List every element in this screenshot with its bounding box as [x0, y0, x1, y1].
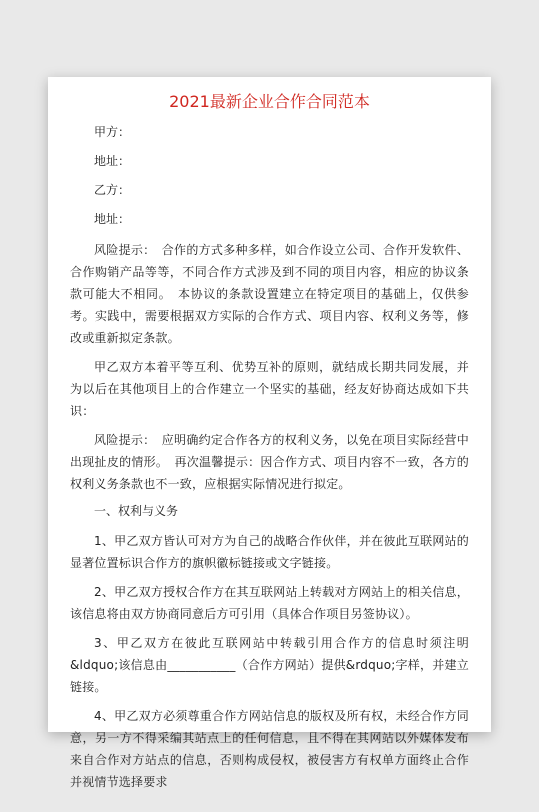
intro-paragraph: 甲乙双方本着平等互利、优势互补的原则，就结成长期共同发展，并为以后在其他项目上的合作建立一个坚实的基础，经友好协商达成如下共识： — [70, 360, 469, 418]
clause-4: 4、甲乙双方必须尊重合作方网站信息的版权及所有权，未经合作方同意，另一方不得采编其站点上的任何信息，且不得在其网站以外媒体发布来自合作对方站点的信息，否则构成侵权，被侵害方有权单方面终止合作并视情节选择要求 — [70, 709, 469, 789]
clause-1: 1、甲乙双方皆认可对方为自己的战略合作伙伴，并在彼此互联网站的显著位置标识合作方的旗帜徽标链接或文字链接。 — [70, 534, 469, 570]
party-a-address-label: 地址： — [94, 154, 131, 168]
party-b-address-label: 地址： — [94, 212, 131, 226]
clause-3: 3、甲乙双方在彼此互联网站中转载引用合作方的信息时须注明&ldquo;该信息由___________（合作方网站）提供&rdquo;字样，并建立链接。 — [70, 636, 469, 694]
party-b-label: 乙方： — [94, 183, 131, 197]
risk-notice-paragraph-2: 风险提示： 应明确约定合作各方的权利义务，以免在项目实际经营中出现扯皮的情形。 再次温馨提示：因合作方式、项目内容不一致，各方的权利义务条款也不一致，应根据实际情况进行拟定。 — [70, 433, 469, 491]
risk-notice-paragraph: 风险提示： 合作的方式多种多样，如合作设立公司、合作开发软件、合作购销产品等等，不同合作方式涉及到不同的项目内容，相应的协议条款可能大不相同。 本协议的条款设置建立在特定项目的基础上，仅供参考。实践中，需要根据双方实际的合作方式、项目内容、权利义务等，修改或重新拟定条款。 — [70, 243, 469, 345]
party-a-label: 甲方： — [94, 125, 131, 139]
document-title: 2021最新企业合作合同范本 — [169, 92, 370, 111]
document-page — [48, 77, 491, 789]
clause-2: 2、甲乙双方授权合作方在其互联网站上转载对方网站上的相关信息，该信息将由双方协商同意后方可引用（具体合作项目另签协议）。 — [70, 585, 469, 621]
section-heading: 一、权利与义务 — [94, 504, 179, 518]
